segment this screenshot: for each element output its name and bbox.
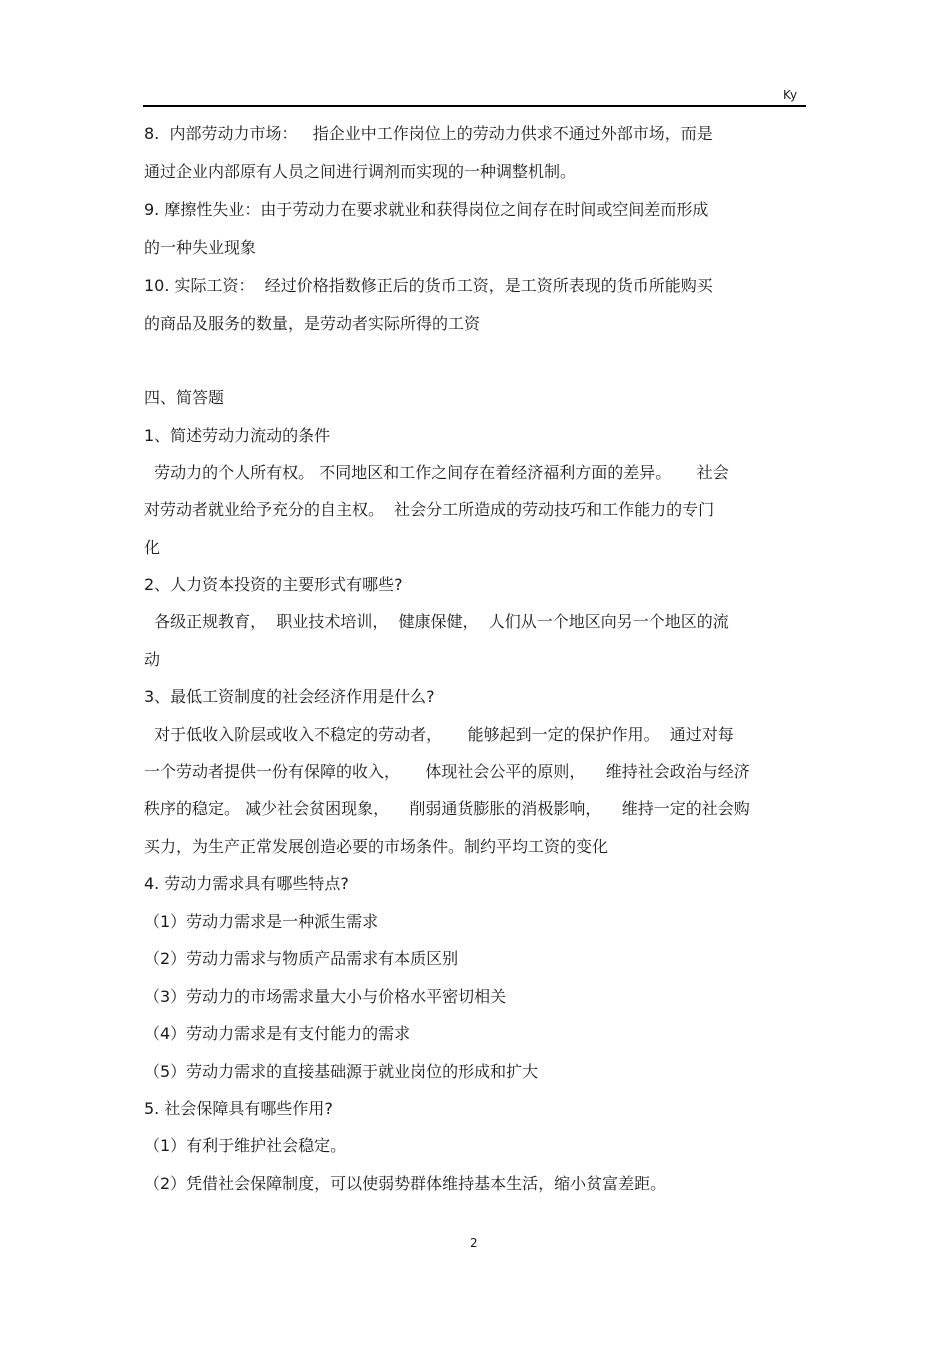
question-heading: 5. 社会保障具有哪些作用? [144, 1099, 333, 1118]
list-item: （2）劳动力需求与物质产品需求有本质区别 [144, 949, 459, 968]
list-item: （1）劳动力需求是一种派生需求 [144, 912, 379, 931]
text-line: 8. 内部劳动力市场： 指企业中工作岗位上的劳动力供求不通过外部市场，而是 [144, 124, 713, 143]
question-heading: 2、人力资本投资的主要形式有哪些? [144, 575, 403, 594]
text-line: 一个劳动者提供一份有保障的收入， 体现社会公平的原则， 维持社会政治与经济 [144, 762, 750, 781]
text-line: 10. 实际工资： 经过价格指数修正后的货币工资，是工资所表现的货币所能购买 [144, 276, 713, 295]
section-heading: 四、简答题 [144, 388, 225, 407]
text-line: 对劳动者就业给予充分的自主权。 社会分工所造成的劳动技巧和工作能力的专门 [144, 500, 715, 519]
text-line: 化 [144, 538, 161, 557]
text-line: 秩序的稳定。 减少社会贫困现象， 削弱通货膨胀的消极影响， 维持一定的社会购 [144, 799, 750, 818]
question-heading: 4. 劳动力需求具有哪些特点? [144, 874, 349, 893]
text-line: 动 [144, 650, 161, 669]
question-heading: 3、最低工资制度的社会经济作用是什么? [144, 687, 435, 706]
list-item: （2）凭借社会保障制度，可以使弱势群体维持基本生活，缩小贫富差距。 [144, 1174, 667, 1193]
text-line: 9. 摩擦性失业：由于劳动力在要求就业和获得岗位之间存在时间或空间差而形成 [144, 200, 709, 219]
text-line: 劳动力的个人所有权。 不同地区和工作之间存在着经济福利方面的差异。 社会 [144, 463, 729, 482]
text-line: 各级正规教育， 职业技术培训， 健康保健， 人们从一个地区向另一个地区的流 [144, 612, 729, 631]
page-number: 2 [470, 1236, 478, 1250]
list-item: （5）劳动力需求的直接基础源于就业岗位的形成和扩大 [144, 1062, 539, 1081]
text-line: 对于低收入阶层或收入不稳定的劳动者， 能够起到一定的保护作用。 通过对每 [144, 725, 734, 744]
list-item: （3）劳动力的市场需求量大小与价格水平密切相关 [144, 987, 507, 1006]
text-line: 的一种失业现象 [144, 238, 257, 257]
text-line: 买力，为生产正常发展创造必要的市场条件。制约平均工资的变化 [144, 837, 609, 856]
header-rule [143, 105, 806, 107]
text-line: 的商品及服务的数量，是劳动者实际所得的工资 [144, 314, 481, 333]
header-text: Ky [783, 88, 798, 102]
question-heading: 1、简述劳动力流动的条件 [144, 426, 331, 445]
text-line: 通过企业内部原有人员之间进行调剂而实现的一种调整机制。 [144, 162, 577, 181]
list-item: （4）劳动力需求是有支付能力的需求 [144, 1024, 411, 1043]
list-item: （1）有利于维护社会稳定。 [144, 1136, 347, 1155]
